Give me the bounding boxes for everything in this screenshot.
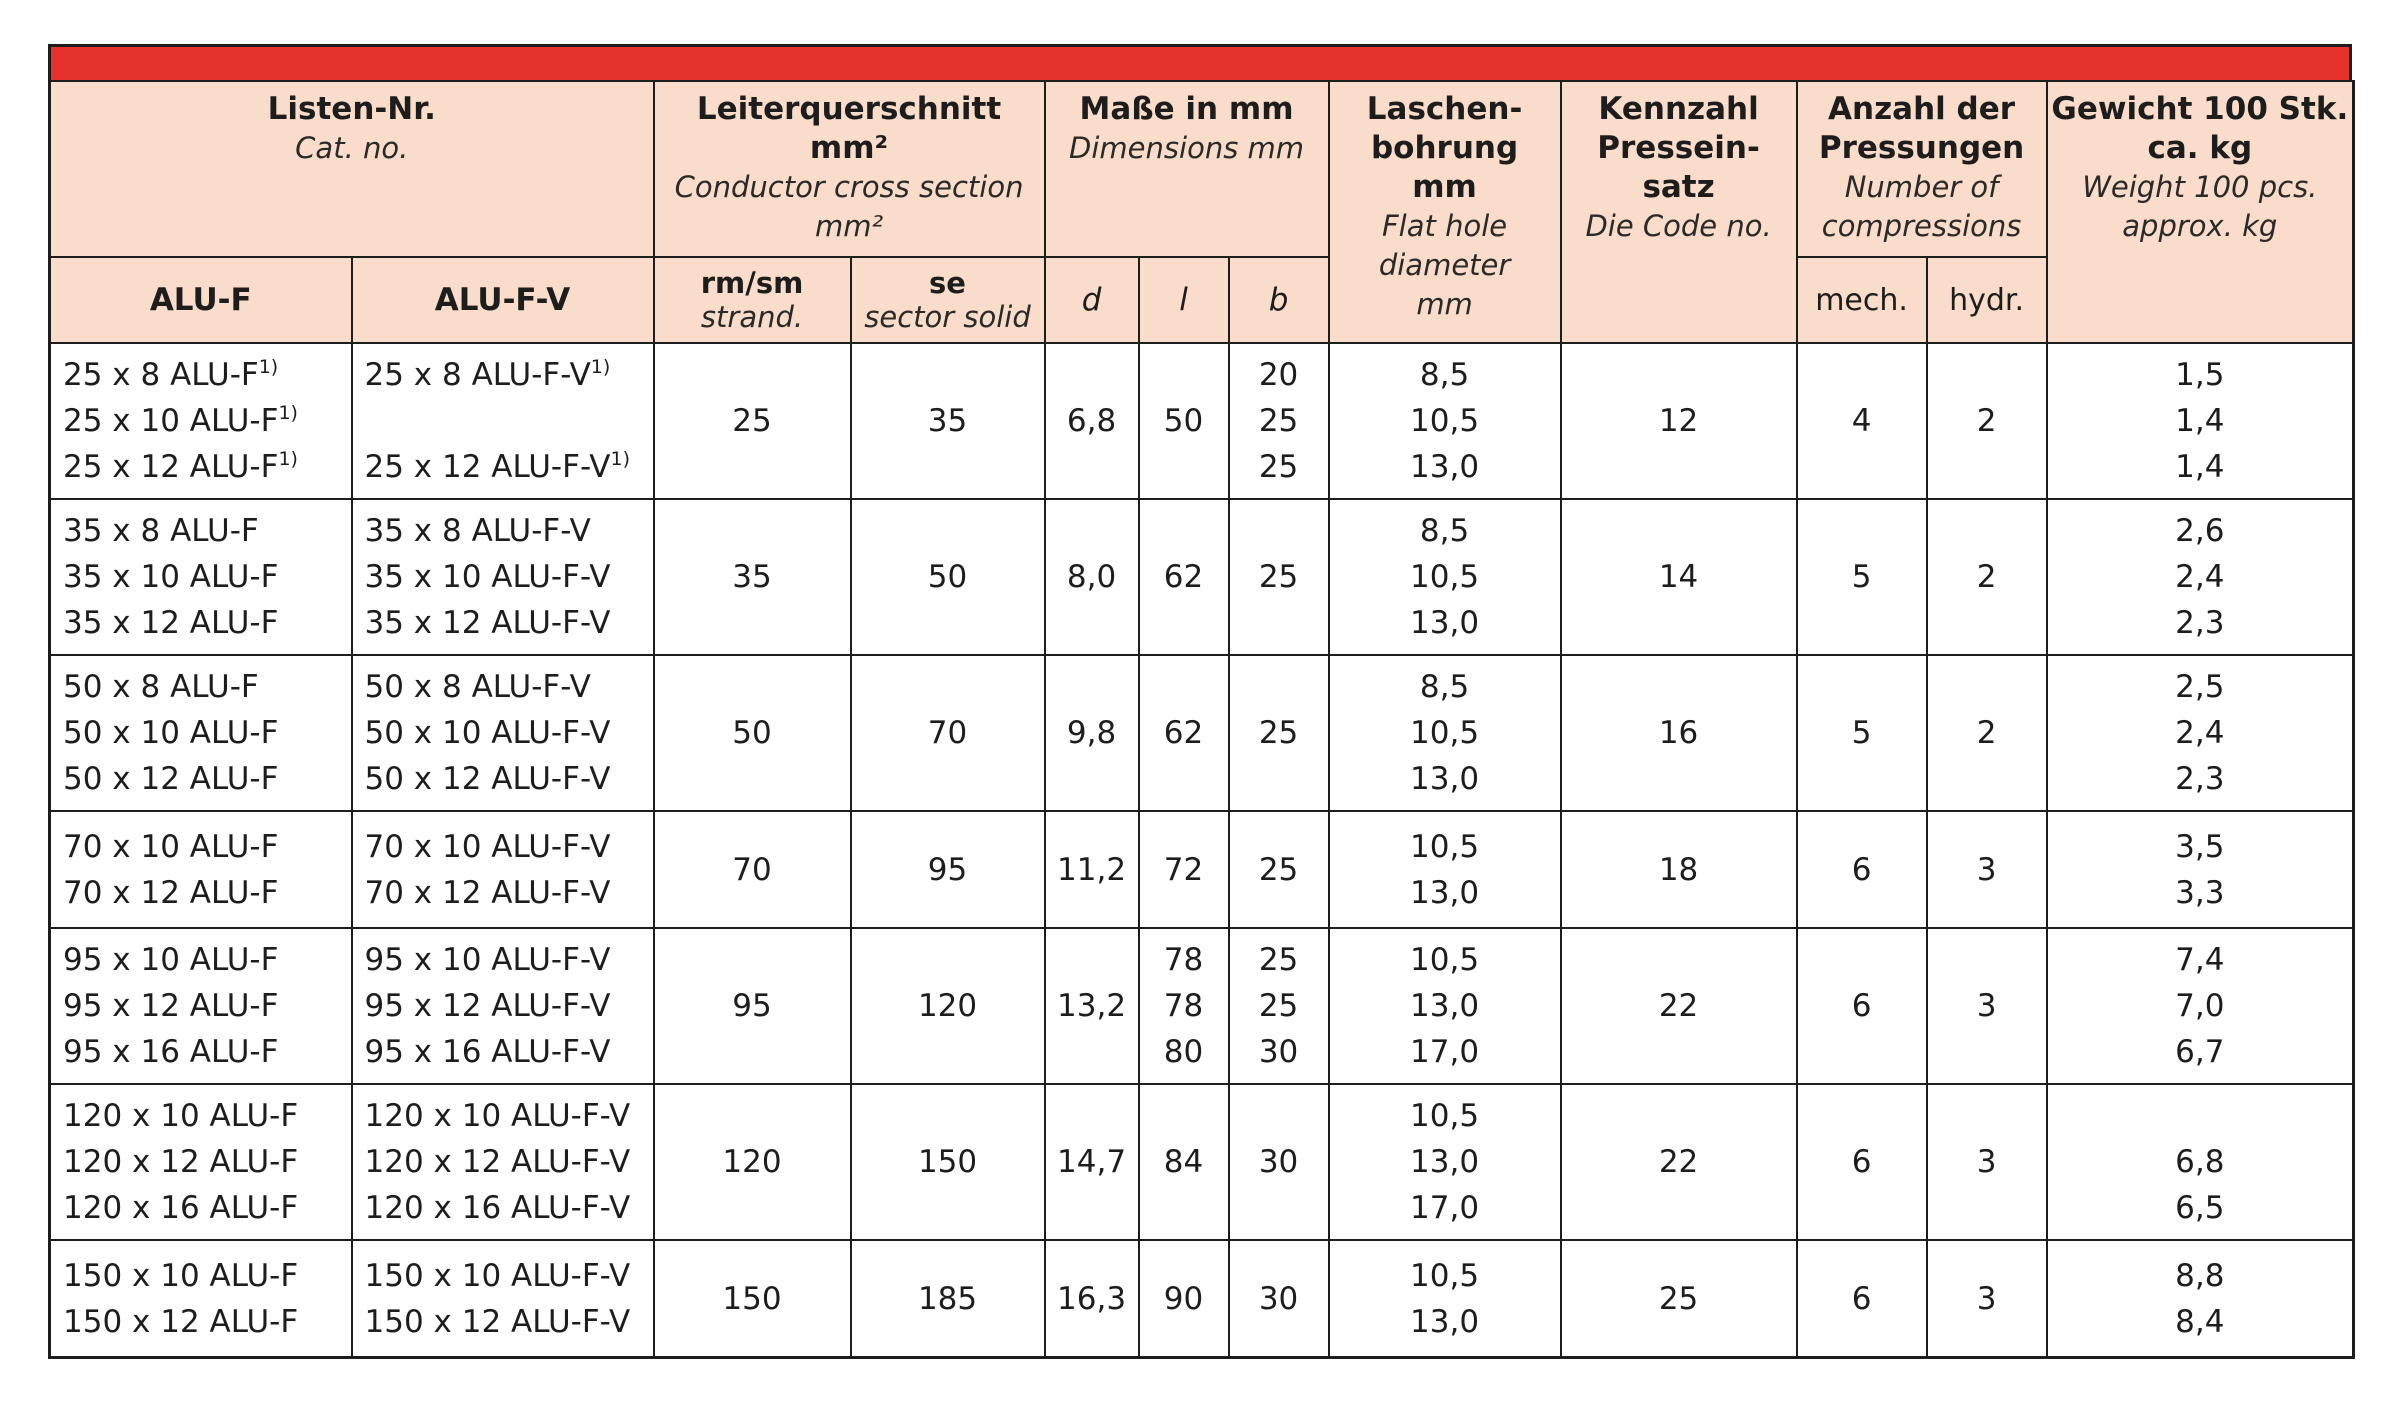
cell-d: 14,7	[1045, 1084, 1139, 1240]
cell-alu-f-v-line	[365, 398, 653, 444]
cell-alu-f-v-line: 50 x 12 ALU-F-V	[364, 761, 611, 797]
cell-hole-line: 10,5	[1410, 942, 1480, 978]
header-comp-sub-2: compressions	[1821, 209, 2022, 243]
cell-weight	[2047, 655, 2354, 811]
cell-b-line: 25	[1258, 559, 1299, 595]
cell-weight-line: 2,4	[2175, 715, 2225, 751]
cell-alu-f-v-line: 35 x 10 ALU-F-V	[364, 559, 611, 595]
table-row	[50, 499, 2354, 655]
cell-se: 35	[851, 343, 1045, 499]
header-hole-sub-1: Flat hole	[1382, 209, 1508, 243]
cell-hole-line: 13,0	[1410, 449, 1480, 485]
footnote-marker: 1)	[610, 448, 631, 470]
cell-b-line: 25	[1258, 715, 1299, 751]
cell-weight-line: 3,3	[2175, 874, 2225, 911]
header-hole-sub-3: mm	[1416, 287, 1473, 321]
cell-b	[1229, 655, 1329, 811]
cell-hole-line: 13,0	[1410, 874, 1480, 911]
cell-hole-line: 13,0	[1410, 605, 1480, 641]
cell-alu-f-v-line: 25 x 12 ALU-$F-V^{1)}$	[364, 448, 631, 485]
cell-d: 11,2	[1045, 811, 1139, 928]
cell-l	[1139, 343, 1229, 499]
cell-b-line: 30	[1258, 1034, 1299, 1070]
cell-hole-line: 17,0	[1410, 1190, 1480, 1226]
cell-b	[1229, 928, 1329, 1084]
header-weight-title-1: Gewicht 100 Stk.	[2051, 91, 2349, 127]
header-cat-sub: Cat. no.	[295, 131, 409, 165]
cell-l	[1139, 928, 1229, 1084]
cell-alu-f-line: 150 x 10 ALU-F	[63, 1257, 299, 1294]
cell-hole	[1329, 499, 1561, 655]
cell-b	[1229, 343, 1329, 499]
footnote-marker: 1)	[278, 402, 298, 424]
cell-weight-line: 2,5	[2175, 669, 2225, 705]
cell-l	[1139, 1084, 1229, 1240]
cell-d: 13,2	[1045, 928, 1139, 1084]
cell-alu-f-line: 150 x 12 ALU-F	[63, 1303, 299, 1340]
cell-alu-f	[50, 928, 352, 1084]
cell-mech: 6	[1797, 1084, 1927, 1240]
cell-alu-f	[50, 499, 352, 655]
col-rm-label: rm/sm	[700, 266, 804, 300]
header-comp-title-1: Anzahl der	[1828, 91, 2016, 127]
cell-weight	[2047, 343, 2354, 499]
cell-rm: 120	[654, 1084, 851, 1240]
cell-alu-f-v-line: 70 x 10 ALU-F-V	[364, 828, 611, 865]
col-header-se	[851, 257, 1045, 343]
cell-hydr: 2	[1927, 499, 2047, 655]
cell-alu-f-line: 120 x 10 ALU-F	[63, 1098, 299, 1134]
table-row	[50, 811, 2354, 928]
header-die-title-3: satz	[1642, 169, 1715, 205]
cell-l	[1139, 499, 1229, 655]
cell-l	[1139, 1240, 1229, 1358]
cell-l-line: 78	[1163, 988, 1204, 1024]
cell-rm: 150	[654, 1240, 851, 1358]
cell-alu-f-line: 120 x 12 ALU-F	[63, 1144, 299, 1180]
cell-hole-line: 10,5	[1410, 1098, 1480, 1134]
header-die-code	[1561, 81, 1797, 343]
cell-mech: 5	[1797, 655, 1927, 811]
cell-alu-f-line: 95 x 12 ALU-F	[63, 988, 279, 1024]
table-row	[50, 928, 2354, 1084]
cell-alu-f-v	[352, 1240, 654, 1358]
cell-weight-line: 2,3	[2175, 605, 2225, 641]
cell-alu-f	[50, 811, 352, 928]
cell-alu-f-v-line: 35 x 12 ALU-F-V	[364, 605, 611, 641]
cell-alu-f-line: 50 x 12 ALU-F	[63, 761, 279, 797]
header-cond-sub-2: mm²	[814, 209, 884, 243]
data-table-container	[48, 44, 2352, 1359]
cell-hole	[1329, 655, 1561, 811]
footnote-marker: 1)	[590, 356, 611, 378]
cell-weight	[2047, 1240, 2354, 1358]
cell-mech: 6	[1797, 811, 1927, 928]
cell-se: 50	[851, 499, 1045, 655]
cell-alu-f-line: 95 x 16 ALU-F	[63, 1034, 279, 1070]
cell-alu-f-line: 35 x 8 ALU-F	[63, 513, 259, 549]
cell-hole-line: 8,5	[1419, 357, 1470, 393]
cell-weight-line: 2,3	[2175, 761, 2225, 797]
cell-l-line: 62	[1163, 559, 1204, 595]
cell-alu-f-v-line: 120 x 16 ALU-F-V	[364, 1190, 631, 1226]
cell-d: 8,0	[1045, 499, 1139, 655]
cell-hole-line: 10,5	[1410, 1257, 1480, 1294]
cell-alu-f-v-line: 150 x 12 ALU-F-V	[364, 1303, 631, 1340]
footnote-marker: 1)	[278, 448, 298, 470]
cell-l-line: 50	[1163, 403, 1204, 439]
cell-hydr: 3	[1927, 811, 2047, 928]
cell-alu-f-v-line: 50 x 8 ALU-F-V	[364, 669, 591, 705]
header-die-sub: Die Code no.	[1585, 209, 1772, 243]
col-header-alu-f-v	[352, 257, 654, 343]
cell-hole-line: 13,0	[1410, 988, 1480, 1024]
header-weight-sub-1: Weight 100 pcs.	[2082, 170, 2318, 204]
cell-alu-f-v	[352, 928, 654, 1084]
table-row	[50, 343, 2354, 499]
header-dimensions	[1045, 81, 1329, 257]
cell-alu-f-line: 95 x 10 ALU-F	[63, 942, 279, 978]
cell-hole-line: 10,5	[1410, 715, 1480, 751]
cell-l-line: 78	[1163, 942, 1204, 978]
table-row	[50, 655, 2354, 811]
cell-alu-f-line: 25 x 8 ALU-$F^{1)}$	[63, 356, 279, 393]
col-header-l: l	[1139, 257, 1229, 343]
cell-alu-f-line: 25 x 12 ALU-$F^{1)}$	[63, 448, 298, 485]
cell-weight-line: 6,8	[2175, 1144, 2225, 1180]
header-weight	[2047, 81, 2354, 343]
header-die-title-1: Kennzahl	[1598, 91, 1759, 127]
cell-se: 70	[851, 655, 1045, 811]
cell-se: 150	[851, 1084, 1045, 1240]
header-die-title-2: Pressein-	[1597, 130, 1760, 166]
red-header-bar	[48, 44, 2352, 80]
cell-alu-f-line: 50 x 8 ALU-F	[63, 669, 259, 705]
cell-b-line: 25	[1258, 449, 1299, 485]
cell-die: 25	[1561, 1240, 1797, 1358]
cell-hole	[1329, 1084, 1561, 1240]
cell-weight	[2047, 499, 2354, 655]
cell-mech: 5	[1797, 499, 1927, 655]
table-row	[50, 1084, 2354, 1240]
cell-l	[1139, 811, 1229, 928]
cell-alu-f-v-line: 95 x 16 ALU-F-V	[364, 1034, 611, 1070]
cell-hydr: 3	[1927, 1240, 2047, 1358]
cell-alu-f-line: 70 x 10 ALU-F	[63, 828, 279, 865]
cell-l-line: 80	[1163, 1034, 1204, 1070]
cell-hole-line: 13,0	[1410, 1144, 1480, 1180]
header-conductor	[654, 81, 1045, 257]
cell-weight-line: 2,4	[2175, 559, 2225, 595]
header-hole-title-2: bohrung	[1370, 130, 1519, 166]
header-hole-title-3: mm	[1412, 169, 1477, 205]
cell-weight-line	[2048, 1093, 2353, 1139]
cell-weight-line: 6,7	[2175, 1034, 2225, 1070]
cell-alu-f-line: 25 x 10 ALU-$F^{1)}$	[63, 402, 298, 439]
header-hole-sub-2: diameter	[1378, 248, 1511, 282]
cell-hole	[1329, 928, 1561, 1084]
col-header-alu-f	[50, 257, 352, 343]
product-table	[48, 80, 2355, 1359]
cell-b	[1229, 499, 1329, 655]
cell-weight	[2047, 811, 2354, 928]
cell-hole-line: 10,5	[1410, 559, 1480, 595]
cell-hole-line: 13,0	[1410, 1303, 1480, 1340]
cell-l-line: 84	[1163, 1144, 1204, 1180]
cell-alu-f-v-line: 70 x 12 ALU-F-V	[364, 874, 611, 911]
cell-alu-f-line: 120 x 16 ALU-F	[63, 1190, 299, 1226]
cell-weight-line: 3,5	[2175, 828, 2225, 865]
cell-alu-f-v-line: 35 x 8 ALU-F-V	[364, 513, 591, 549]
col-se-sub: sector solid	[864, 300, 1031, 334]
cell-weight-line: 2,6	[2175, 513, 2225, 549]
cell-se: 185	[851, 1240, 1045, 1358]
header-cond-title-1: Leiterquerschnitt	[696, 91, 1002, 127]
cell-se: 95	[851, 811, 1045, 928]
cell-weight-line: 1,4	[2175, 403, 2225, 439]
header-comp-sub-1: Number of	[1844, 170, 1999, 204]
cell-mech: 6	[1797, 928, 1927, 1084]
header-dim-sub: Dimensions mm	[1069, 131, 1305, 165]
cell-die: 22	[1561, 928, 1797, 1084]
cell-alu-f-line: 35 x 10 ALU-F	[63, 559, 279, 595]
cell-hole	[1329, 343, 1561, 499]
header-hole-title-1: Laschen-	[1366, 91, 1523, 127]
cell-alu-f-v-line: 50 x 10 ALU-F-V	[364, 715, 611, 751]
cell-alu-f	[50, 1240, 352, 1358]
cell-hydr: 2	[1927, 343, 2047, 499]
cell-b	[1229, 811, 1329, 928]
cell-mech: 4	[1797, 343, 1927, 499]
cell-l-line: 62	[1163, 715, 1204, 751]
cell-weight-line: 1,4	[2175, 449, 2225, 485]
cell-hole	[1329, 811, 1561, 928]
col-header-b: b	[1229, 257, 1329, 343]
cell-die: 12	[1561, 343, 1797, 499]
cell-alu-f-line: 50 x 10 ALU-F	[63, 715, 279, 751]
cell-d: 6,8	[1045, 343, 1139, 499]
cell-d: 16,3	[1045, 1240, 1139, 1358]
cell-alu-f-line: 35 x 12 ALU-F	[63, 605, 279, 641]
cell-hole-line: 13,0	[1410, 761, 1480, 797]
header-flat-hole	[1329, 81, 1561, 343]
cell-b	[1229, 1084, 1329, 1240]
header-weight-title-2: ca. kg	[2147, 130, 2253, 166]
cell-rm: 35	[654, 499, 851, 655]
cell-b-line: 30	[1258, 1280, 1299, 1317]
cell-alu-f-v	[352, 499, 654, 655]
cell-hole-line: 10,5	[1410, 828, 1480, 865]
cell-l-line: 72	[1163, 851, 1204, 888]
footnote-marker: 1)	[258, 356, 279, 378]
cell-alu-f-v	[352, 1084, 654, 1240]
table-body	[50, 343, 2354, 1358]
cell-die: 22	[1561, 1084, 1797, 1240]
cell-hole	[1329, 1240, 1561, 1358]
cell-rm: 70	[654, 811, 851, 928]
cell-die: 18	[1561, 811, 1797, 928]
header-cond-sub-1: Conductor cross section	[674, 170, 1024, 204]
cell-rm: 50	[654, 655, 851, 811]
cell-b-line: 30	[1258, 1144, 1299, 1180]
col-header-d: d	[1045, 257, 1139, 343]
header-dim-title: Maße in mm	[1079, 91, 1294, 127]
table-row	[50, 1240, 2354, 1358]
cell-weight	[2047, 928, 2354, 1084]
cell-d: 9,8	[1045, 655, 1139, 811]
col-alu-f-label: ALU-F	[149, 281, 252, 318]
col-header-rm	[654, 257, 851, 343]
cell-se: 120	[851, 928, 1045, 1084]
cell-weight-line: 1,5	[2175, 357, 2225, 393]
cell-alu-f-v-line: 150 x 10 ALU-F-V	[364, 1257, 631, 1294]
cell-b-line: 25	[1258, 403, 1299, 439]
cell-l-line: 90	[1163, 1280, 1204, 1317]
cell-l	[1139, 655, 1229, 811]
cell-alu-f-v	[352, 655, 654, 811]
cell-hydr: 2	[1927, 655, 2047, 811]
cell-alu-f-line: 70 x 12 ALU-F	[63, 874, 279, 911]
cell-hydr: 3	[1927, 1084, 2047, 1240]
cell-die: 14	[1561, 499, 1797, 655]
header-compressions	[1797, 81, 2047, 257]
cell-alu-f-v-line: 25 x 8 ALU-$F-V^{1)}$	[364, 356, 611, 393]
cell-weight	[2047, 1084, 2354, 1240]
cell-b-line: 20	[1258, 357, 1299, 393]
header-cat-title: Listen-Nr.	[267, 91, 436, 127]
cell-alu-f-v	[352, 811, 654, 928]
cell-rm: 95	[654, 928, 851, 1084]
header-weight-sub-2: approx. kg	[2122, 209, 2278, 243]
cell-hole-line: 8,5	[1419, 669, 1470, 705]
cell-b-line: 25	[1258, 851, 1299, 888]
col-se-label: se	[929, 266, 966, 300]
col-rm-sub: strand.	[700, 300, 804, 334]
col-header-mech: mech.	[1797, 257, 1927, 343]
cell-weight-line: 6,5	[2175, 1190, 2225, 1226]
cell-alu-f-v	[352, 343, 654, 499]
header-comp-title-2: Pressungen	[1818, 130, 2025, 166]
cell-weight-line: 7,0	[2175, 988, 2225, 1024]
cell-rm: 25	[654, 343, 851, 499]
cell-b	[1229, 1240, 1329, 1358]
header-cond-title-2: mm²	[809, 130, 889, 166]
cell-hole-line: 10,5	[1410, 403, 1480, 439]
cell-alu-f-v-line: 95 x 10 ALU-F-V	[364, 942, 611, 978]
cell-hydr: 3	[1927, 928, 2047, 1084]
header-cat-no	[50, 81, 654, 257]
cell-alu-f-v-line: 95 x 12 ALU-F-V	[364, 988, 611, 1024]
cell-weight-line: 7,4	[2175, 942, 2225, 978]
cell-weight-line: 8,4	[2175, 1303, 2225, 1340]
col-header-hydr: hydr.	[1927, 257, 2047, 343]
cell-alu-f	[50, 343, 352, 499]
cell-b-line: 25	[1258, 942, 1299, 978]
cell-hole-line: 17,0	[1410, 1034, 1480, 1070]
cell-alu-f	[50, 655, 352, 811]
cell-alu-f-v-line: 120 x 12 ALU-F-V	[364, 1144, 631, 1180]
cell-weight-line: 8,8	[2175, 1257, 2225, 1294]
col-alu-f-v-label: ALU-F-V	[434, 281, 571, 318]
cell-alu-f	[50, 1084, 352, 1240]
cell-mech: 6	[1797, 1240, 1927, 1358]
cell-hole-line: 8,5	[1419, 513, 1470, 549]
cell-die: 16	[1561, 655, 1797, 811]
cell-b-line: 25	[1258, 988, 1299, 1024]
cell-alu-f-v-line: 120 x 10 ALU-F-V	[364, 1098, 631, 1134]
